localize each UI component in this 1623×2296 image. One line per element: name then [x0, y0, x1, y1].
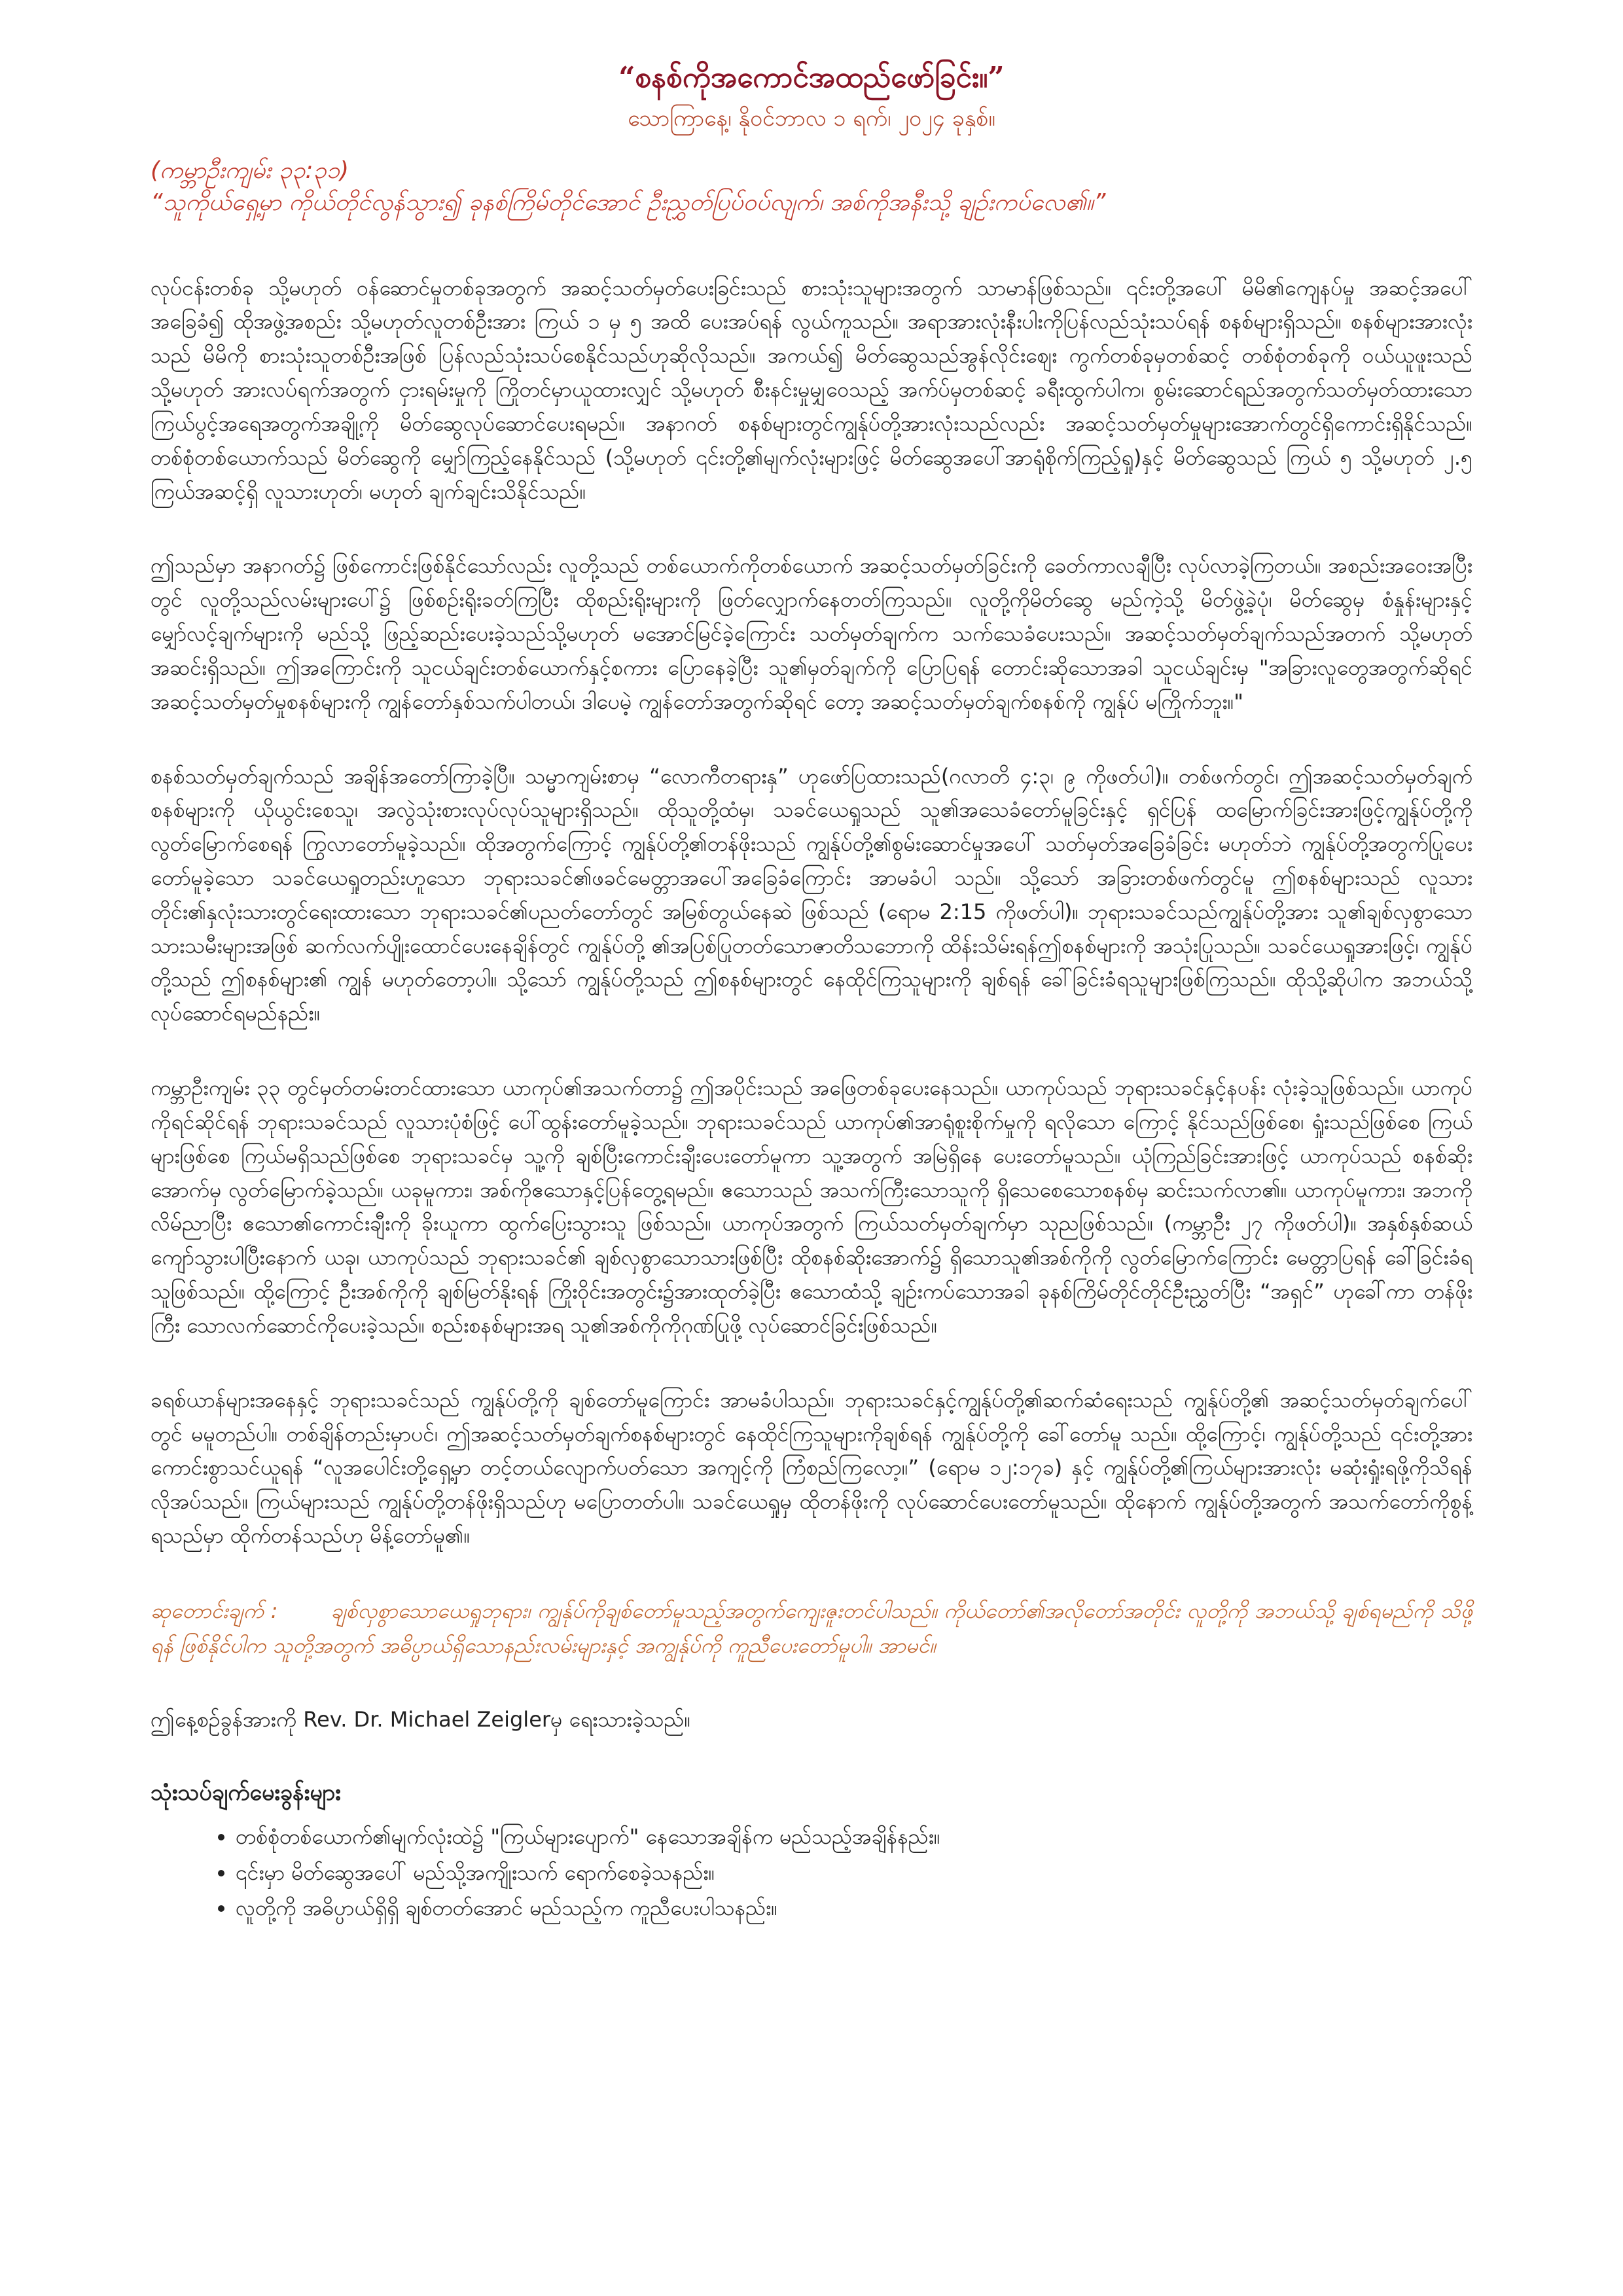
questions-heading: သုံးသပ်ချက်မေးခွန်းများ — [151, 1779, 341, 1806]
author-note: ဤနေ့စဉ်ခွန်အားကို Rev. Dr. Michael Zeiglerမှ ရေးသားခဲ့သည်။ — [151, 1707, 691, 1732]
question-item: • လူတို့ကို အဓိပ္ပာယ်ရှိရှိ ချစ်တတ်အောင် မည်သည့်က ကူညီပေးပါသနည်း။ — [236, 1890, 1472, 1926]
question-item: • ၎င်းမှာ မိတ်ဆွေအပေါ် မည်သို့အကျိုးသက် ရောက်စေခဲ့သနည်း။ — [236, 1855, 1472, 1890]
prayer-separator: : — [270, 1598, 278, 1623]
body-paragraph-4: ကမ္ဘာဦးကျမ်း ၃၃ တွင်မှတ်တမ်းတင်ထားသော ယာကုပ်၏အသက်တာ၌ ဤအပိုင်းသည် အဖြေတစ်ခုပေးနေသည်။ ယာကုပ်သည် ဘုရားသခင်နှင့်နပန်း လုံးခဲ့သူဖြစ်သည်။ ယာကုပ်ကိုရင်ဆိုင်ရန် ဘုရားသခင်သည် လူသားပုံစံဖြင့် ပေါ်ထွန်းတော်မူခဲ့သည်။ ဘုရားသခင်သည် ယာကုပ်၏အာရုံစူးစိုက်မှုကို ရလိုသော ကြောင့် နိုင်သည်ဖြစ်စေ၊ ရှုံးသည်ဖြစ်စေ ကြယ်များဖြစ်စေ ကြယ်မရှိသည်ဖြစ်စေ ဘုရားသခင်မှ သူ့ကို ချစ်ပြီးကောင်းချီးပေးတော်မူကာ သူ့အတွက် အမြဲရှိနေ ပေးတော်မူသည်။ ယုံကြည်ခြင်းအားဖြင့် ယာကုပ်သည် စနစ်ဆိုးအောက်မှ လွတ်မြောက်ခဲ့သည်။ ယခုမူကား၊ အစ်ကိုဧသောနှင့်ပြန်တွေ့ရမည်။ ဧသောသည် အသက်ကြီးသောသူကို ရှိသေစေသောစနစ်မှ ဆင်းသက်လာ၏။ ယာကုပ်မူကား၊ အဘကိုလိမ်ညာပြီး ဧသော၏ကောင်းချီးကို ခိုးယူကာ ထွက်ပြေးသွားသူ ဖြစ်သည်။ ယာကုပ်အတွက် ကြယ်သတ်မှတ်ချက်မှာ သုညဖြစ်သည်။ (ကမ္ဘာဦး ၂၇ ကိုဖတ်ပါ)။ အနှစ်နှစ်ဆယ်ကျော်သွားပါပြီးနောက် ယခု၊ ယာကုပ်သည် ဘုရားသခင်၏ ချစ်လှစွာသောသားဖြစ်ပြီး ထိုစနစ်ဆိုးအောက်၌ ရှိသောသူ၏အစ်ကိုကို လွတ်မြောက်ကြောင်း မေတ္တာပြရန် ခေါ်ခြင်းခံရသူဖြစ်သည်။ ထို့ကြောင့် ဦးအစ်ကိုကို ချစ်မြတ်နိုးရန် ကြိုးဝိုင်းအတွင်း၌အားထုတ်ခဲ့ပြီး ဧသောထံသို့ ချဉ်းကပ်သောအခါ ခုနစ်ကြိမ်တိုင်တိုင်ဦးညွှတ်ပြီး “အရှင်” ဟုခေါ်ကာ တန်ဖိုးကြီး သောလက်ဆောင်ကိုပေးခဲ့သည်။ စည်းစနစ်များအရ သူ၏အစ်ကိုကိုဂုဏ်ပြုဖို့ လုပ်ဆောင်ခြင်းဖြစ်သည်။ — [151, 1075, 1473, 1338]
date-line: သောကြာနေ့၊ နိုဝင်ဘာလ ၁ ရက်၊ ၂၀၂၄ ခုနှစ်။ — [628, 105, 995, 132]
prayer-label — [151, 1598, 278, 1623]
body-paragraph-1: လုပ်ငန်းတစ်ခု သို့မဟုတ် ဝန်ဆောင်မှုတစ်ခုအတွက် အဆင့်သတ်မှတ်ပေးခြင်းသည် စားသုံးသူများအတွက် သာမာန်ဖြစ်သည်။ ၎င်းတို့အပေါ် မိမိ၏ကျေနပ်မှု အဆင့်အပေါ်အခြေခံ၍ ထိုအဖွဲ့အစည်း သို့မဟုတ်လူတစ်ဦးအား ကြယ် ၁ မှ ၅ အထိ ပေးအပ်ရန် လွယ်ကူသည်။ အရာအားလုံးနီးပါးကိုပြန်လည်သုံးသပ်ရန် စနစ်များရှိသည်။ စနစ်များအားလုံးသည် မိမိကို စားသုံးသူတစ်ဦးအဖြစ် ပြန်လည်သုံးသပ်စေနိုင်သည်ဟုဆိုလိုသည်။ အကယ်၍ မိတ်ဆွေသည်အွန်လိုင်းဈေး ကွက်တစ်ခုမှတစ်ဆင့် တစ်စုံတစ်ခုကို ဝယ်ယူဖူးသည် သို့မဟုတ် အားလပ်ရက်အတွက် ငှားရမ်းမှုကို ကြိုတင်မှာယူထားလျှင် သို့မဟုတ် စီးနင်းမှုမျှဝေသည့် အက်ပ်မှတစ်ဆင့် ခရီးထွက်ပါက၊ စွမ်းဆောင်ရည်အတွက်သတ်မှတ်ထားသော ကြယ်ပွင့်အရေအတွက်အချို့ကို မိတ်ဆွေလုပ်ဆောင်ပေးရမည်။ အနာဂတ် စနစ်များတွင်ကျွန်ုပ်တို့အားလုံးသည်လည်း အဆင့်သတ်မှတ်မှုများအောက်တွင်ရှိကောင်းရှိနိုင်သည်။ တစ်စုံတစ်ယောက်သည် မိတ်ဆွေကို မျှော်ကြည့်နေနိုင်သည် (သို့မဟုတ် ၎င်းတို့၏မျက်လုံးများဖြင့် မိတ်ဆွေအပေါ်အာရုံစိုက်ကြည့်ရှု)နှင့် မိတ်ဆွေသည် ကြယ် ၅ သို့မဟုတ် ၂.၅ ကြယ်အဆင့်ရှိ လူသားဟုတ်၊ မဟုတ် ချက်ချင်းသိနိုင်သည်။ — [151, 275, 1472, 504]
scripture-verse: “သူကိုယ်ရှေ့မှာ ကိုယ်တိုင်လွန်သွား၍ ခုနစ်ကြိမ်တိုင်အောင် ဦးညွှတ်ပြပ်ဝပ်လျက်၊ အစ်ကိုအနီးသို့ ချဉ်းကပ်လေ၏။” — [151, 188, 1106, 216]
body-paragraph-3: စနစ်သတ်မှတ်ချက်သည် အချိန်အတော်ကြာခဲ့ပြီ။ သမ္မာကျမ်းစာမှ “လောကီတရားနှ” ဟုဖော်ပြထားသည်(ဂလာတိ ၄:၃၊ ၉ ကိုဖတ်ပါ)။ တစ်ဖက်တွင်၊ ဤအဆင့်သတ်မှတ်ချက်စနစ်များကို ယိုယွင်းစေသူ၊ အလွဲသုံးစားလုပ်လုပ်သူများရှိသည်။ ထိုသူတို့ထံမှ၊ သခင်ယေရှုသည် သူ၏အသေခံတော်မူခြင်းနှင့် ရှင်ပြန် ထမြောက်ခြင်းအားဖြင့်ကျွန်ုပ်တို့ကို လွတ်မြောက်စေရန် ကြွလာတော်မူခဲ့သည်။ ထိုအတွက်ကြောင့် ကျွန်ုပ်တို့၏တန်ဖိုးသည် ကျွန်ုပ်တို့၏စွမ်းဆောင်မှုအပေါ် သတ်မှတ်အခြေခံခြင်း မဟုတ်ဘဲ ကျွန်ုပ်တို့အတွက်ပြုပေးတော်မူခဲ့သော သခင်ယေရှုတည်းဟူသော ဘုရားသခင်၏ဖခင်မေတ္တာအပေါ်အခြေခံကြောင်း အာမခံပါ သည်။ သို့သော် အခြားတစ်ဖက်တွင်မူ ဤစနစ်များသည် လူသားတိုင်း၏နှလုံးသားတွင်ရေးထားသော ဘုရားသခင်၏ပညတ်တော်တွင် အမြစ်တွယ်နေဆဲ ဖြစ်သည် (ရောမ 2:15 ကိုဖတ်ပါ)။ ဘုရားသခင်သည်ကျွန်ုပ်တို့အား သူ၏ချစ်လှစွာသော သားသမီးများအဖြစ် ဆက်လက်ပျိုးထောင်ပေးနေချိန်တွင် ကျွန်ုပ်တို့ ၏အပြစ်ပြုတတ်သောဇာတိသဘောကို ထိန်းသိမ်းရန်ဤစနစ်များကို အသုံးပြုသည်။ သခင်ယေရှုအားဖြင့်၊ ကျွန်ုပ်တို့သည် ဤစနစ်များ၏ ကျွန် မဟုတ်တော့ပါ။ သို့သော် ကျွန်ုပ်တို့သည် ဤစနစ်များတွင် နေထိုင်ကြသူများကို ချစ်ရန် ခေါ်ခြင်းခံရသူများဖြစ်ကြသည်။ ထိုသို့ဆိုပါက အဘယ်သို့ လုပ်ဆောင်ရမည်နည်း။ — [151, 763, 1473, 1026]
body-paragraph-2: ဤသည်မှာ အနာဂတ်၌ ဖြစ်ကောင်းဖြစ်နိုင်သော်လည်း လူတို့သည် တစ်ယောက်ကိုတစ်ယောက် အဆင့်သတ်မှတ်ခြင်းကို ခေတ်ကာလချီပြီး လုပ်လာခဲ့ကြတယ်။ အစည်းအဝေးအပြီးတွင် လူတို့သည်လမ်းများပေါ်၌ ဖြစ်စဉ်းရိုးခတ်ကြပြီး ထိုစည်းရိုးများကို ဖြတ်လျှောက်နေတတ်ကြသည်။ လူတို့ကိုမိတ်ဆွေ မည်ကဲ့သို့ မိတ်ဖွဲ့ခဲ့ပုံ၊ မိတ်ဆွေမှ စံနှုန်းများနှင့် မျှော်လင့်ချက်များကို မည်သို့ ဖြည့်ဆည်းပေးခဲ့သည်သို့မဟုတ် မအောင်မြင်ခဲ့ကြောင်း သတ်မှတ်ချက်က သက်သေခံပေးသည်။ အဆင့်သတ်မှတ်ချက်သည်အတက် သို့မဟုတ် အဆင်းရှိသည်။ ဤအကြောင်းကို သူငယ်ချင်းတစ်ယောက်နှင့်စကား ပြောနေခဲ့ပြီး သူ၏မှတ်ချက်ကို ပြောပြရန် တောင်းဆိုသောအခါ သူငယ်ချင်းမှ "အခြားလူတွေအတွက်ဆိုရင် အဆင့်သတ်မှတ်မှုစနစ်များကို ကျွန်တော်နှစ်သက်ပါတယ်၊ ဒါပေမဲ့ ကျွန်တော်အတွက်ဆိုရင် တော့ အဆင့်သတ်မှတ်ချက်စနစ်ကို ကျွန်ုပ် မကြိုက်ဘူး။" — [151, 553, 1473, 714]
page-title: “စနစ်ကိုအကောင်အထည်ဖော်ခြင်း။” — [618, 61, 1005, 94]
question-item: • တစ်စုံတစ်ယောက်၏မျက်လုံးထဲ၌ "ကြယ်များပျောက်" နေသောအချိန်က မည်သည့်အချိန်နည်း။ — [236, 1819, 1472, 1854]
questions-list — [151, 1819, 1472, 1926]
body-paragraph-5: ခရစ်ယာန်များအနေနှင့် ဘုရားသခင်သည် ကျွန်ုပ်တို့ကို ချစ်တော်မူကြောင်း အာမခံပါသည်။ ဘုရားသခင်နှင့်ကျွန်ုပ်တို့၏ဆက်ဆံရေးသည် ကျွန်ုပ်တို့၏ အဆင့်သတ်မှတ်ချက်ပေါ်တွင် မမူတည်ပါ။ တစ်ချိန်တည်းမှာပင်၊ ဤအဆင့်သတ်မှတ်ချက်စနစ်များတွင် နေထိုင်ကြသူများကိုချစ်ရန် ကျွန်ုပ်တို့ကို ခေါ်တော်မူ သည်။ ထို့ကြောင့်၊ ကျွန်ုပ်တို့သည် ၎င်းတို့အား ကောင်းစွာသင်ယူရန် “လူအပေါင်းတို့ရှေ့မှာ တင့်တယ်လျောက်ပတ်သော အကျင့်ကို ကြံစည်ကြလော့။” (ရောမ ၁၂:၁၇ခ) နှင့် ကျွန်ုပ်တို့၏ကြယ်များအားလုံး မဆုံးရှုံးရဖို့ကိုသိရန် လိုအပ်သည်။ ကြယ်များသည် ကျွန်ုပ်တို့တန်ဖိုးရှိသည်ဟု မပြောတတ်ပါ။ သခင်ယေရှုမှ ထိုတန်ဖိုးကို လုပ်ဆောင်ပေးတော်မူသည်။ ထိုနောက် ကျွန်ုပ်တို့အတွက် အသက်တော်ကိုစွန့်ရသည်မှာ ထိုက်တန်သည်ဟု မိန့်တော်မူ၏။ — [151, 1387, 1473, 1549]
prayer-block — [151, 1594, 1472, 1663]
prayer-text: ချစ်လှစွာသောယေရှုဘုရား၊ ကျွန်ုပ်ကိုချစ်တော်မူသည့်အတွက်ကျေးဇူးတင်ပါသည်။ ကိုယ်တော်၏အလိုတော်အတိုင်း လူတို့ကို အဘယ်သို့ ချစ်ရမည်ကို သိဖို့ရန် ဖြစ်နိုင်ပါက သူတို့အတွက် အဓိပ္ပာယ်ရှိသောနည်းလမ်းများနှင့် အကျွန်ုပ်ကို ကူညီပေးတော်မူပါ။ အာမင်။ — [151, 1598, 1473, 1658]
scripture-reference: (ကမ္ဘာဦးကျမ်း ၃၃:၃၁) — [151, 157, 349, 185]
prayer-label-text: ဆုတောင်းချက် — [151, 1598, 264, 1623]
